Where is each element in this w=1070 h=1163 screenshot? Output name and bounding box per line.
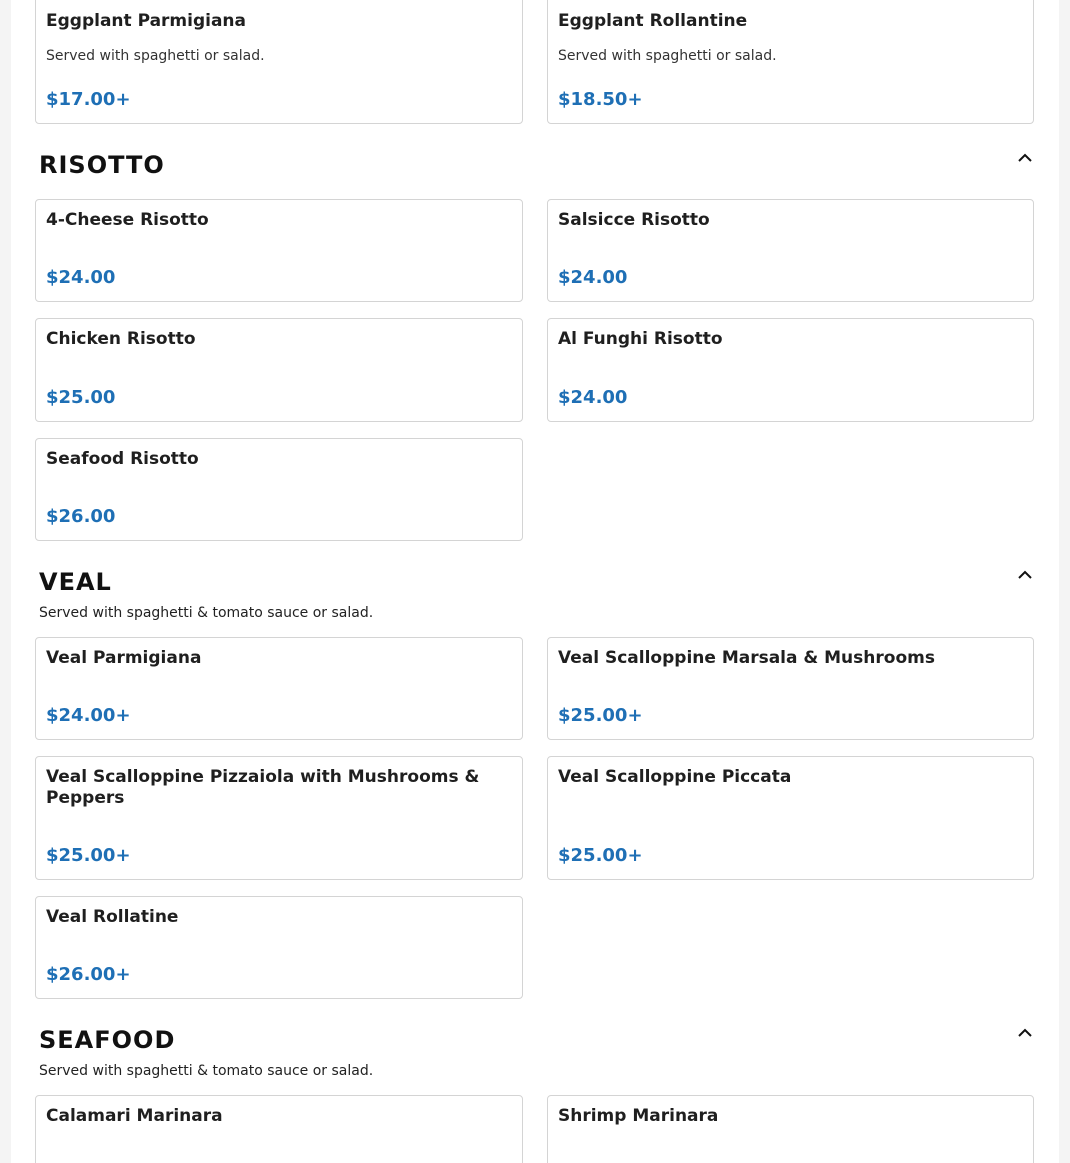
item-price: $24.00+: [46, 705, 131, 726]
menu-item-card[interactable]: [35, 199, 523, 302]
item-name: Seafood Risotto: [46, 449, 199, 469]
item-name: Veal Scalloppine Piccata: [558, 767, 792, 787]
menu-item-card[interactable]: [35, 318, 523, 422]
section-title-veal: VEAL: [39, 568, 112, 596]
item-name: Chicken Risotto: [46, 329, 196, 349]
item-price: $25.00+: [558, 705, 643, 726]
item-name: Veal Parmigiana: [46, 648, 202, 668]
item-price: $25.00+: [558, 845, 643, 866]
section-description: Served with spaghetti & tomato sauce or salad.: [39, 605, 374, 621]
item-name: Eggplant Parmigiana: [46, 11, 247, 31]
item-price: $24.00: [558, 387, 628, 408]
item-price: $25.00+: [46, 845, 131, 866]
menu-page: [11, 0, 1059, 1163]
menu-item-card[interactable]: [547, 199, 1034, 302]
section-title-risotto: RISOTTO: [39, 151, 165, 179]
item-price: $25.00: [46, 387, 116, 408]
menu-item-card[interactable]: [35, 637, 523, 740]
section-title-seafood: SEAFOOD: [39, 1026, 176, 1054]
menu-item-card[interactable]: [35, 0, 523, 124]
menu-item-card[interactable]: [547, 756, 1034, 880]
item-price: $17.00+: [46, 89, 131, 110]
item-name: Eggplant Rollantine: [558, 11, 748, 31]
item-name: Shrimp Marinara: [558, 1106, 719, 1126]
item-price: $26.00: [46, 506, 116, 527]
item-name: Calamari Marinara: [46, 1106, 223, 1126]
menu-item-card[interactable]: [35, 1095, 523, 1163]
item-price: $18.50+: [558, 89, 643, 110]
item-name: Veal Scalloppine Pizzaiola with Mushrooms & Peppers: [46, 767, 480, 808]
menu-item-card[interactable]: [35, 756, 523, 880]
item-price: $24.00: [558, 267, 628, 288]
item-description: Served with spaghetti or salad.: [558, 48, 777, 64]
item-price: $26.00+: [46, 964, 131, 985]
chevron-up-icon[interactable]: [1017, 569, 1033, 581]
menu-item-card[interactable]: [547, 318, 1034, 422]
menu-item-card[interactable]: [547, 1095, 1034, 1163]
item-description: Served with spaghetti or salad.: [46, 48, 265, 64]
menu-item-card[interactable]: [547, 0, 1034, 124]
menu-item-card[interactable]: [547, 637, 1034, 740]
item-name: Veal Rollatine: [46, 907, 179, 927]
chevron-up-icon[interactable]: [1017, 1027, 1033, 1039]
item-price: $24.00: [46, 267, 116, 288]
item-name: Salsicce Risotto: [558, 210, 710, 230]
section-description: Served with spaghetti & tomato sauce or salad.: [39, 1063, 374, 1079]
item-name: Al Funghi Risotto: [558, 329, 723, 349]
menu-item-card[interactable]: [35, 438, 523, 541]
chevron-up-icon[interactable]: [1017, 152, 1033, 164]
menu-item-card[interactable]: [35, 896, 523, 999]
item-name: Veal Scalloppine Marsala & Mushrooms: [558, 648, 935, 668]
item-name: 4-Cheese Risotto: [46, 210, 209, 230]
